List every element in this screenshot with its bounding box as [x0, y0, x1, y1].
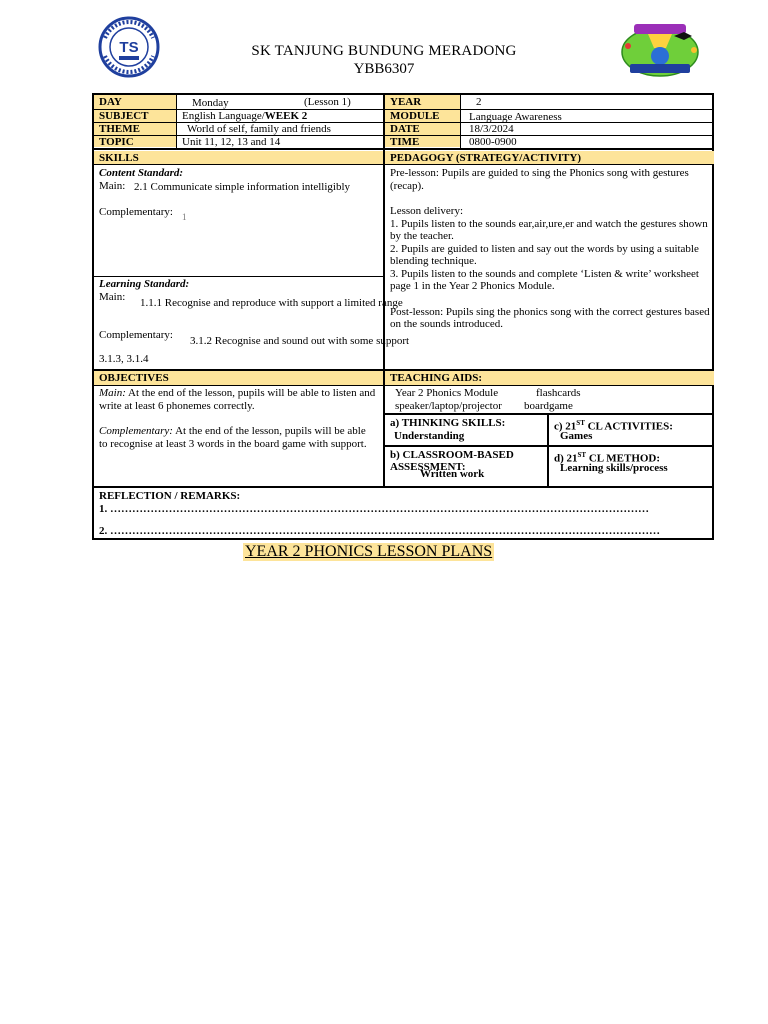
topic-label: TOPIC: [99, 136, 134, 148]
lesson-plan-table: [92, 93, 714, 540]
cs-main-label: Main:: [99, 180, 126, 192]
ls-main-value: 1.1.1 Recognise and reproduce with support a limited range: [140, 297, 403, 309]
lesson-number: (Lesson 1): [304, 96, 351, 108]
footer-title: YEAR 2 PHONICS LESSON PLANS: [245, 543, 493, 560]
pedagogy-content: [390, 167, 712, 331]
subject-week: WEEK 2: [264, 110, 308, 122]
ls-main-label: Main:: [99, 291, 126, 303]
teaching-aids-heading: TEACHING AIDS:: [390, 372, 482, 384]
time-label: TIME: [390, 136, 420, 148]
pedagogy-heading: PEDAGOGY (STRATEGY/ACTIVITY): [390, 152, 581, 164]
module-value: Language Awareness: [469, 111, 562, 123]
day-value: Monday: [192, 97, 229, 109]
date-value: 18/3/2024: [469, 123, 514, 135]
thinking-skills-value: Understanding: [394, 430, 465, 442]
svg-text:TS: TS: [119, 39, 139, 56]
subject-text: English Language/: [182, 110, 265, 122]
ls-complementary-value: 3.1.2 Recognise and sound out with some support: [190, 335, 410, 347]
delivery-step-1: 1. Pupils listen to the sounds ear,air,ure,er and watch the gestures shown by the teacher.: [390, 217, 708, 242]
assessment-label: b) CLASSROOM-BASED ASSESSMENT:: [390, 449, 514, 473]
day-label: DAY: [99, 96, 122, 108]
cl-method-label: d) 21ST CL METHOD:: [554, 451, 661, 465]
time-value: 0800-0900: [469, 136, 517, 148]
cl-activities-label: c) 21ST CL ACTIVITIES:: [554, 419, 673, 433]
teaching-aid-4: boardgame: [524, 400, 573, 412]
assessment-value: Written work: [420, 468, 485, 480]
post-lesson: Post-lesson: Pupils sing the phonics song with the correct gestures based on the sounds introduced.: [390, 305, 710, 330]
objective-complementary-label: Complementary:: [99, 425, 173, 437]
year-label: YEAR: [390, 96, 422, 108]
teaching-aid-1: Year 2 Phonics Module: [395, 387, 499, 399]
lesson-delivery-label: Lesson delivery:: [390, 205, 464, 217]
objective-main-label: Main:: [99, 387, 126, 399]
content-standard-label: Content Standard:: [99, 167, 184, 179]
theme-label: THEME: [99, 123, 140, 135]
objective-main-text: At the end of the lesson, pupils will be able to listen and write at least 6 phonemes correctly.: [99, 387, 376, 412]
reflection-line-2: 2. ……………………………………………………………………………………………………………………………………: [99, 525, 660, 537]
subject-label: SUBJECT: [99, 110, 149, 122]
objectives-heading: OBJECTIVES: [99, 372, 169, 384]
reflection-heading: REFLECTION / REMARKS:: [99, 490, 241, 502]
cs-complementary-label: Complementary:: [99, 206, 173, 218]
date-label: DATE: [390, 123, 420, 135]
school-code: YBB6307: [353, 61, 415, 77]
cl-activities-value: Games: [560, 430, 593, 442]
ls-complementary-label: Complementary:: [99, 329, 173, 341]
theme-value: World of self, family and friends: [187, 123, 331, 135]
delivery-step-2: 2. Pupils are guided to listen and say out the words by using a suitable blending technique.: [390, 242, 699, 267]
subject-value: [182, 110, 307, 123]
module-label: MODULE: [390, 110, 440, 122]
thinking-skills-label: a) THINKING SKILLS:: [390, 417, 506, 429]
ls-extra: 3.1.3, 3.1.4: [99, 353, 149, 365]
cs-main-value: 2.1 Communicate simple information intelligibly: [134, 181, 350, 193]
teaching-aid-2: flashcards: [536, 387, 581, 399]
objective-complementary: [99, 425, 377, 450]
reflection-line-1: 1. …………………………………………………………………………………………………………………………………: [99, 503, 649, 515]
topic-value: Unit 11, 12, 13 and 14: [182, 136, 281, 148]
teaching-aid-3: speaker/laptop/projector: [395, 400, 502, 412]
pre-lesson: Pre-lesson: Pupils are guided to sing the Phonics song with gestures (recap).: [390, 167, 689, 192]
objective-main: [99, 387, 377, 412]
skills-heading: SKILLS: [99, 152, 139, 164]
cs-complementary-value: 1: [182, 212, 187, 222]
cl-method-value: Learning skills/process: [560, 462, 668, 474]
school-name: SK TANJUNG BUNDUNG MERADONG: [251, 43, 517, 59]
objective-complementary-text: At the end of the lesson, pupils will be able to recognise at least 3 words in the board game with support.: [99, 425, 367, 450]
learning-standard-label: Learning Standard:: [99, 278, 190, 290]
year-value: 2: [476, 96, 482, 108]
delivery-step-3: 3. Pupils listen to the sounds and complete ‘Listen & write’ worksheet page 1 in the Year 2 Phonics Module.: [390, 267, 699, 292]
